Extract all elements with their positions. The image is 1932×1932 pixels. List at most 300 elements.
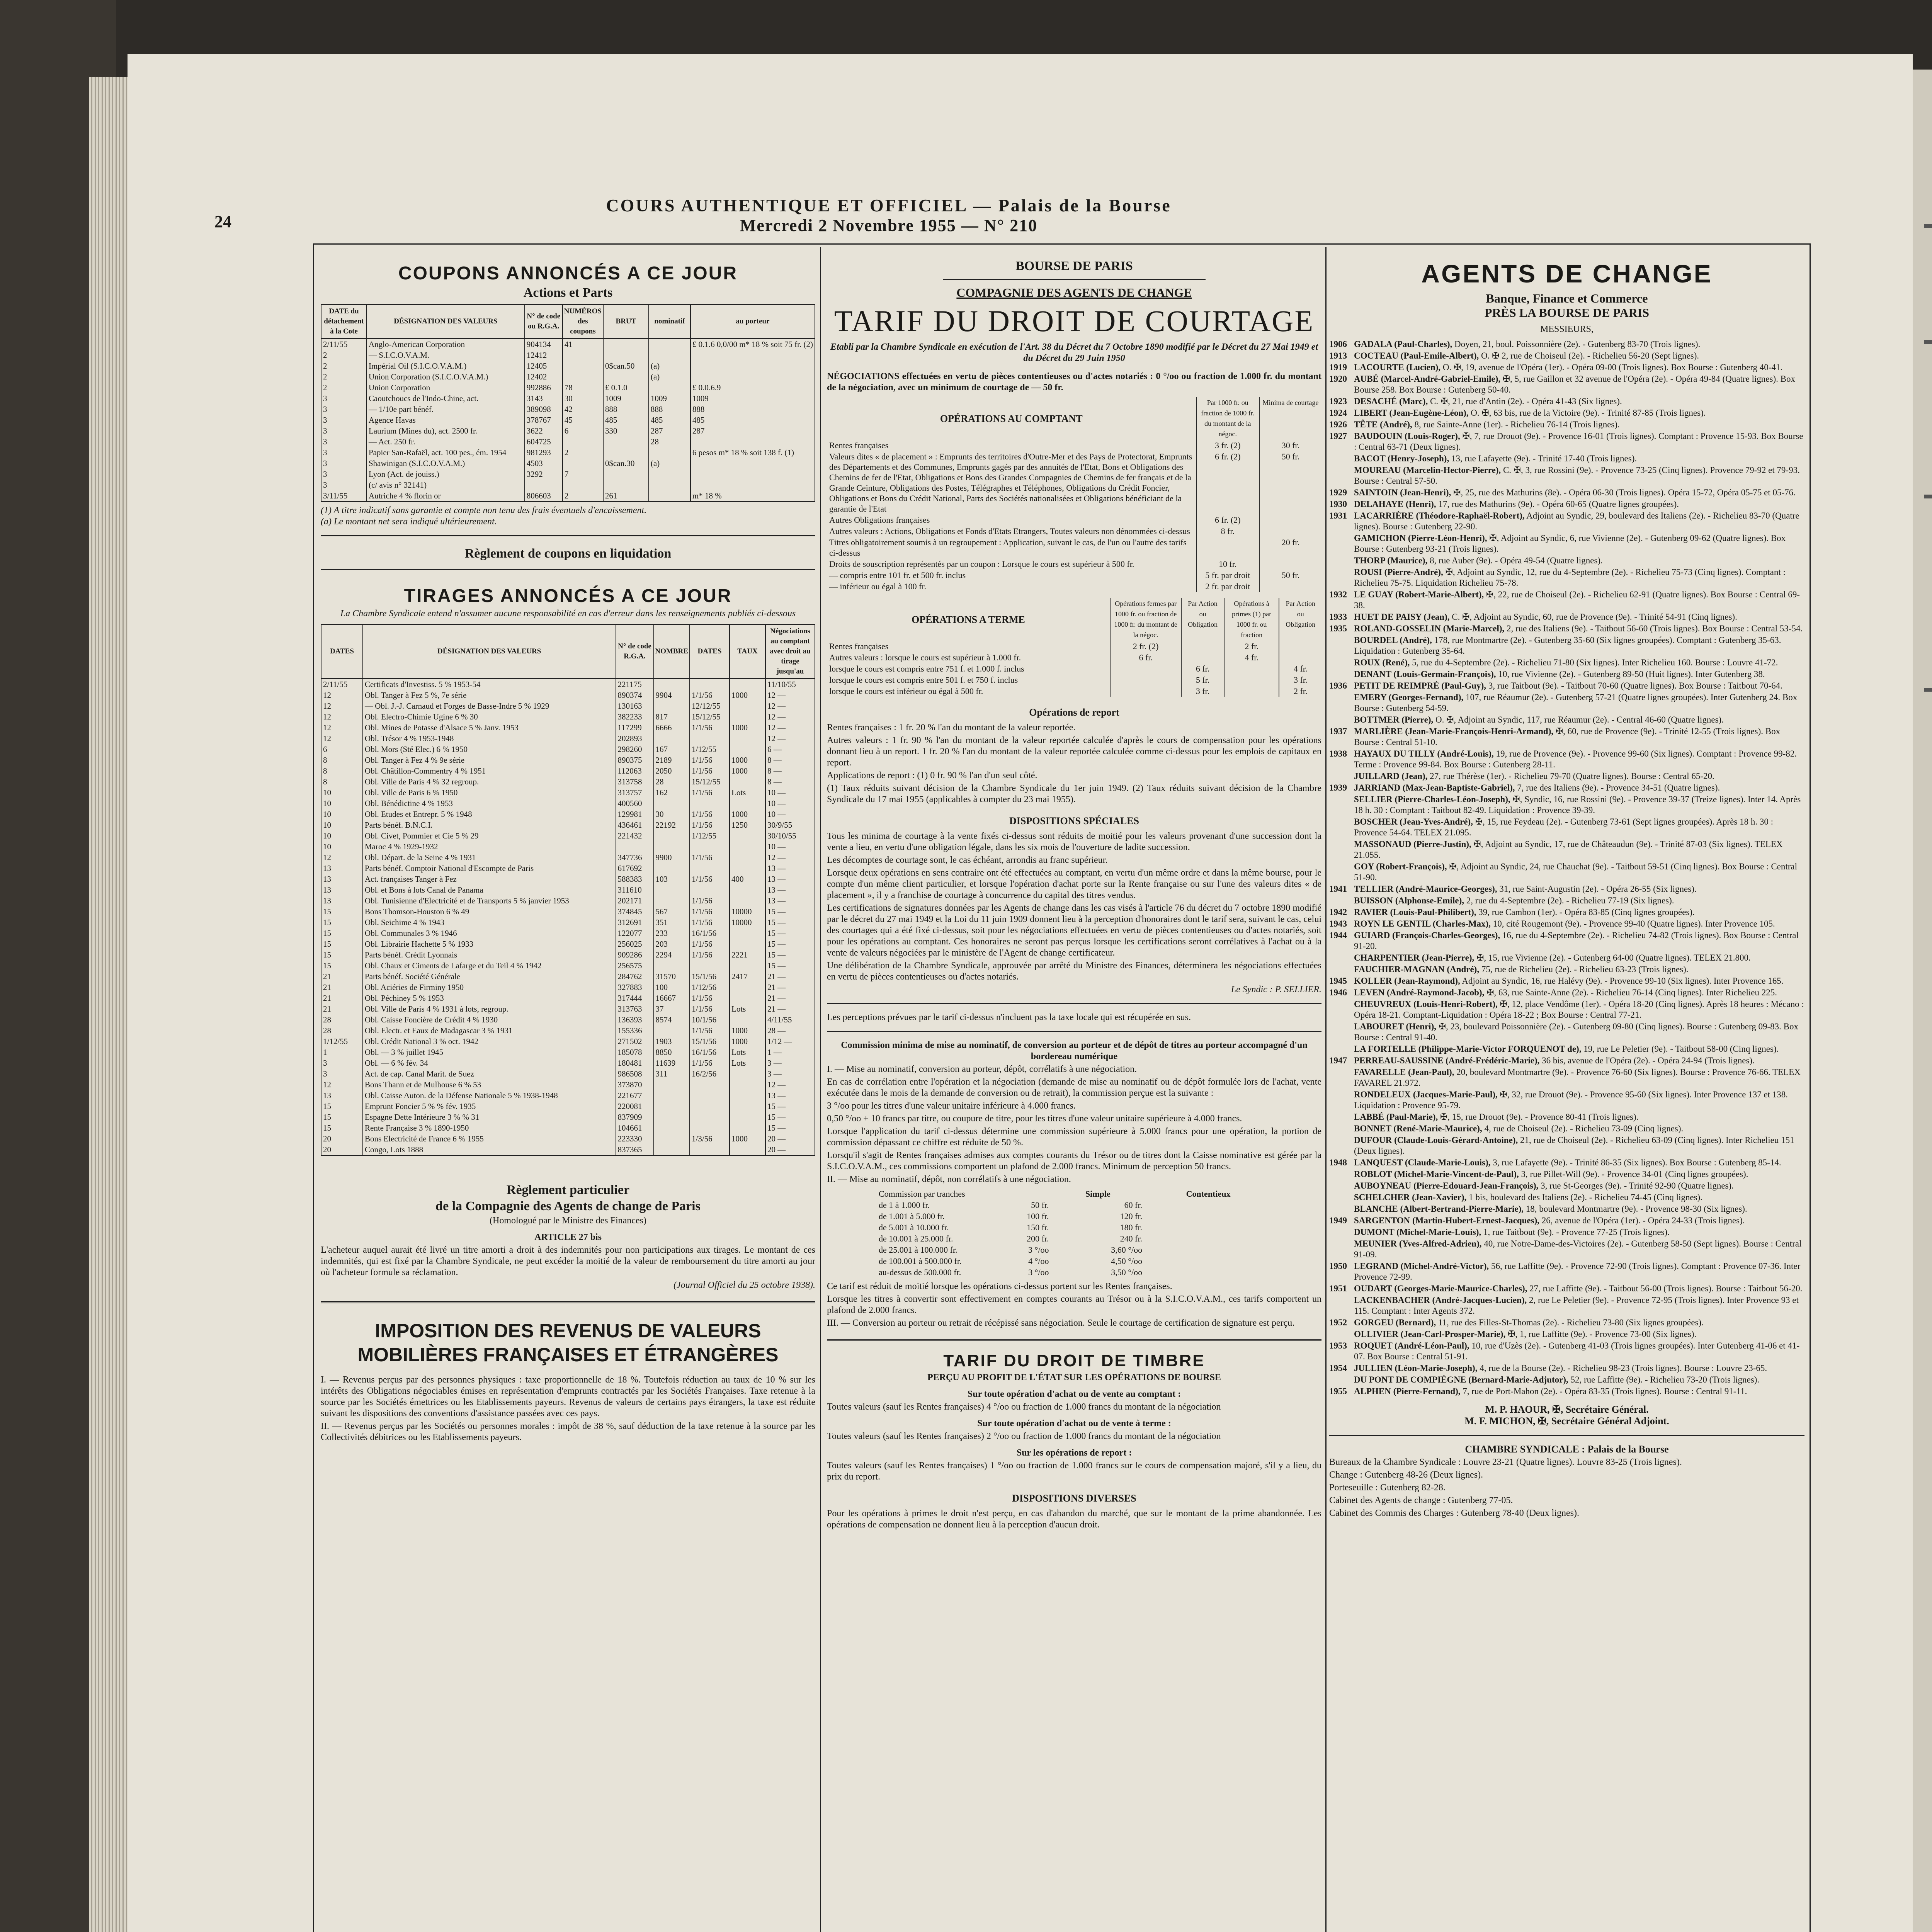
tirage-row-cell: 10/1/56 bbox=[690, 1014, 730, 1025]
coupon-row-cell: Lyon (Act. de jouiss.) bbox=[367, 469, 525, 480]
agent-details: 26, avenue de l'Opéra (1er). - Opéra 24-33 (Trois lignes). bbox=[1541, 1216, 1745, 1225]
agent-entry bbox=[1329, 964, 1804, 975]
tirage-row-cell: 567 bbox=[654, 906, 690, 917]
tirage-row-cell bbox=[654, 1144, 690, 1155]
coupon-row-cell: 0$can.50 bbox=[603, 361, 649, 371]
tirage-row-cell: 136393 bbox=[616, 1014, 654, 1025]
tranche-row bbox=[876, 1267, 1272, 1278]
agent-entry bbox=[1329, 567, 1804, 588]
agent-details: 2, rue Le Peletier (9e). - Provence 72-95 (Trois lignes). Inter Provence 93 et 115. Comptant : Inter Agents 372. bbox=[1354, 1295, 1799, 1316]
tirage-row bbox=[321, 960, 815, 971]
tirage-row-cell: Lots bbox=[730, 1047, 765, 1058]
coupon-row-cell: — S.I.C.O.V.A.M. bbox=[367, 350, 525, 361]
agent-name: GORGEU (Bernard), bbox=[1354, 1318, 1436, 1327]
agent-name: BAUDOUIN (Louis-Roger), bbox=[1354, 431, 1460, 441]
tirage-row-cell: 20 — bbox=[765, 1133, 815, 1144]
terme-cell bbox=[1110, 663, 1181, 674]
tirage-row-cell: 373870 bbox=[616, 1079, 654, 1090]
coupon-row-cell: 1009 bbox=[603, 393, 649, 404]
tirage-row-cell: 21 — bbox=[765, 982, 815, 993]
tirage-row-cell: 20 bbox=[321, 1133, 363, 1144]
agent-details: 1, rue Taitbout (9e). - Provence 77-25 (Trois lignes). bbox=[1483, 1227, 1670, 1237]
tarif-intro: Etabli par la Chambre Syndicale en exécution de l'Art. 38 du Décret du 7 Octobre 1890 modifié par le Décret du 27 Mai 1949 et du Décret du 29 Juin 1950 bbox=[830, 342, 1318, 363]
coupon-row-cell: 287 bbox=[690, 425, 815, 436]
tirage-row-cell: 13 — bbox=[765, 895, 815, 906]
agent-details: ✠, Adjoint au Syndic, 24, rue Chauchat (9e). - Taitbout 59-51 (Cinq lignes). Box Bourse : Central 51-90. bbox=[1354, 862, 1798, 882]
tirage-row-cell: Obl. Châtillon-Commentry 4 % 1951 bbox=[363, 765, 616, 776]
tranche-cell: 180 fr. bbox=[1120, 1223, 1143, 1232]
comptant-cell: Valeurs dites « de placement » : Emprunts des territoires d'Outre-Mer et des Pays de Protectorat, Emprunts des Départements et des Communes, Emprunts gagés par des annuités de l'Etat, Bons et Obligations des Chemins de fer de l'Etat, Obligations et Bons des Grandes Compagnies de Chemins de fer français et de la Grande Ceinture, Obligations des Postes, Télégraphes et Téléphones, Obligations du Crédit Foncier, Obligations et Bons du Crédit National, Parts des Sociétés nationalisées et Obligations bénéficiant de la garantie de l'Etat bbox=[829, 452, 1192, 514]
tirage-row-cell: 21 — bbox=[765, 1003, 815, 1014]
tirage-row bbox=[321, 1068, 815, 1079]
terme-cell: lorsque le cours est inférieur ou égal à 500 fr. bbox=[829, 686, 983, 696]
page-number: 24 bbox=[214, 212, 231, 231]
tirage-row-cell bbox=[730, 1122, 765, 1133]
tranche-cell: au-dessus de 500.000 fr. bbox=[879, 1267, 961, 1277]
tirage-row-cell bbox=[730, 1112, 765, 1122]
agent-details: 4, rue de la Bourse (2e). - Richelieu 98-23 (Trois lignes). Bourse : Louvre 23-65. bbox=[1480, 1363, 1767, 1373]
coupon-row-cell: 2 bbox=[563, 490, 603, 502]
agent-name: DENANT (Louis-Germain-François), bbox=[1354, 669, 1496, 679]
agent-details: ✠, Adjoint au Syndic, 6, rue Vivienne (2e). - Gutenberg 09-62 (Quatre lignes). Box Bourse : Gutenberg 93-21 (Trois lignes). bbox=[1354, 533, 1786, 554]
coupon-row-cell: 3292 bbox=[525, 469, 563, 480]
coupon-row-cell: (c/ avis n° 32141) bbox=[367, 480, 525, 490]
coupon-row-cell: 28 bbox=[649, 436, 690, 447]
tirage-row-cell: 11639 bbox=[654, 1058, 690, 1068]
agents-sub1: Banque, Finance et Commerce bbox=[1486, 291, 1648, 305]
agent-details: 2, rue des Italiens (9e). - Taitbout 56-60 (Trois lignes). Box Bourse : Central 53-54. bbox=[1507, 624, 1803, 633]
coupon-row bbox=[321, 458, 815, 469]
tirage-row-cell: 10 bbox=[321, 820, 363, 830]
coupon-row-cell: 485 bbox=[649, 415, 690, 425]
agent-year: 1930 bbox=[1329, 499, 1347, 509]
agent-entry bbox=[1329, 623, 1804, 634]
terme-cell: Rentes françaises bbox=[829, 641, 889, 651]
coupon-row-cell: Papier San-Rafaël, act. 100 pes., ém. 1954 bbox=[367, 447, 525, 458]
agent-name: AUBÉ (Marcel-André-Gabriel-Emile), bbox=[1354, 374, 1500, 384]
agent-name: ROUX (René), bbox=[1354, 658, 1410, 667]
agent-entry bbox=[1329, 782, 1804, 793]
coupon-row-cell bbox=[563, 458, 603, 469]
tirages-col-dates: DATES bbox=[321, 624, 363, 679]
tirages-col-remb-dates: DATES bbox=[690, 624, 730, 679]
imposition-text-1: I. — Revenus perçus par des personnes physiques : taxe proportionnelle de 18 %. Toutefois réduction au taux de 10 % sur les intérêts des Obligations négociables émises en représentation d'emprunts contractés par les Sociétés Françaises. Taxe retenue à la source par les Sociétés émettrices ou les Etablissements payeurs. Revenus de valeurs de certains pays étrangers, la taxe est réduite suivant les dispositions des conventions d'assistance passées avec ces pays. bbox=[321, 1375, 815, 1418]
tirage-row-cell: 400560 bbox=[616, 798, 654, 809]
reglement-particulier-title2: de la Compagnie des Agents de change de Paris bbox=[435, 1199, 701, 1213]
tirage-row-cell: 2/11/55 bbox=[321, 679, 363, 690]
tirage-row-cell: Parts bénéf. B.N.C.I. bbox=[363, 820, 616, 830]
tirage-row-cell: 11/10/55 bbox=[765, 679, 815, 690]
agent-details: ✠, 15, rue Vivienne (2e). - Gutenberg 64-00 (Quatre lignes). TELEX 21.800. bbox=[1476, 953, 1751, 963]
comptant-row bbox=[827, 581, 1321, 592]
tirage-row-cell: 256025 bbox=[616, 939, 654, 949]
tirage-row-cell: 1/1/56 bbox=[690, 895, 730, 906]
agent-entry bbox=[1329, 635, 1804, 656]
tirage-row bbox=[321, 895, 815, 906]
terme-cell: 4 fr. bbox=[1224, 652, 1279, 663]
secretaire-adjoint: M. F. MICHON, ✠, Secrétaire Général Adjoint. bbox=[1464, 1415, 1669, 1427]
agent-entry bbox=[1329, 657, 1804, 668]
tirage-row bbox=[321, 982, 815, 993]
tranche-cell: 3 °/oo bbox=[1028, 1267, 1049, 1277]
agent-year: 1948 bbox=[1329, 1158, 1347, 1167]
tirage-row-cell: 400 bbox=[730, 874, 765, 884]
agent-details: 19, rue Le Peletier (9e). - Taitbout 58-00 (Cinq lignes). bbox=[1583, 1044, 1779, 1054]
tirage-row-cell: 20 — bbox=[765, 1144, 815, 1155]
terme-cell: 4 fr. bbox=[1279, 663, 1321, 674]
commission-paragraph: Lorsque l'application du tarif ci-dessus détermine une commission supérieure à 5.000 francs pour une opération, la portion de commission dépassant ce chiffre est réduite de 50 %. bbox=[827, 1126, 1321, 1148]
coupon-row-cell: 2 bbox=[321, 382, 367, 393]
tirage-row-cell bbox=[654, 1101, 690, 1112]
tirage-row-cell: 15 bbox=[321, 1101, 363, 1112]
agent-entry bbox=[1329, 1227, 1804, 1238]
terme-cell: lorsque le cours est compris entre 501 f. et 750 f. inclus bbox=[829, 675, 1018, 685]
tirage-row bbox=[321, 939, 815, 949]
coupon-row-cell: 389098 bbox=[525, 404, 563, 415]
tirage-row bbox=[321, 884, 815, 895]
agent-name: MASSONAUD (Pierre-Justin), bbox=[1354, 839, 1471, 849]
tirage-row-cell: 311610 bbox=[616, 884, 654, 895]
agent-entry bbox=[1329, 1089, 1804, 1111]
tirage-row-cell bbox=[616, 841, 654, 852]
tirage-row-cell: 1000 bbox=[730, 1025, 765, 1036]
tirage-row bbox=[321, 1112, 815, 1122]
comptant-cell: Autres valeurs : Actions, Obligations et Fonds d'Etats Etrangers, Toutes valeurs non dénommées ci-dessus bbox=[829, 526, 1190, 536]
tirage-row-cell: Obl. Mors (Sté Elec.) 6 % 1950 bbox=[363, 744, 616, 755]
tirage-row bbox=[321, 1122, 815, 1133]
tirage-row-cell: Act. de cap. Canal Marit. de Suez bbox=[363, 1068, 616, 1079]
commission-paragraph: II. — Mise au nominatif, dépôt, non corrélatifs à une négociation. bbox=[827, 1174, 1071, 1184]
tirage-row-cell bbox=[690, 798, 730, 809]
tranches-head-simple: Simple bbox=[1085, 1189, 1111, 1199]
agent-name: ALPHEN (Pierre-Fernand), bbox=[1354, 1386, 1461, 1396]
coupon-row-cell bbox=[603, 469, 649, 480]
tirage-row-cell: 185078 bbox=[616, 1047, 654, 1058]
tirage-row-cell bbox=[690, 1144, 730, 1155]
tirage-row-cell: 2189 bbox=[654, 755, 690, 765]
agent-year: 1954 bbox=[1329, 1363, 1347, 1373]
agent-entry bbox=[1329, 1340, 1804, 1362]
coupons-col-brut: BRUT bbox=[603, 304, 649, 338]
agent-entry bbox=[1329, 1067, 1804, 1088]
coupon-row-cell: 12412 bbox=[525, 350, 563, 361]
tranche-cell: 3,50 °/oo bbox=[1111, 1267, 1143, 1277]
agent-name: ROLAND-GOSSELIN (Marie-Marcel), bbox=[1354, 624, 1505, 633]
tranche-cell: de 5.001 à 10.000 fr. bbox=[879, 1223, 949, 1232]
tirage-row-cell bbox=[654, 1079, 690, 1090]
tirage-row-cell: Parts bénéf. Crédit Lyonnais bbox=[363, 949, 616, 960]
agent-details: ✠, 23, boulevard Poissonnière (2e). - Gutenberg 09-80 (Cinq lignes). Bourse : Gutenberg 09-83. Box Bourse : Central 91-40. bbox=[1354, 1022, 1798, 1042]
tirage-row-cell: Rente Française 3 % 1890-1950 bbox=[363, 1122, 616, 1133]
tirage-row-cell: 8574 bbox=[654, 1014, 690, 1025]
agent-year: 1951 bbox=[1329, 1284, 1347, 1293]
agent-entry bbox=[1329, 680, 1804, 691]
tirages-col-nombre: NOMBRE bbox=[654, 624, 690, 679]
tirage-row-cell: Obl. et Bons à lots Canal de Panama bbox=[363, 884, 616, 895]
coupon-row-cell: (a) bbox=[649, 361, 690, 371]
comptant-cell: 8 fr. bbox=[1196, 526, 1259, 537]
tranche-cell: 60 fr. bbox=[1124, 1200, 1143, 1210]
agent-entry bbox=[1329, 861, 1804, 883]
coupon-row-cell: 3 bbox=[321, 458, 367, 469]
tirage-row-cell: 298260 bbox=[616, 744, 654, 755]
agent-name: AUBOYNEAU (Pierre-Edouard-Jean-François), bbox=[1354, 1181, 1539, 1190]
agent-entry bbox=[1329, 987, 1804, 998]
agent-entry bbox=[1329, 589, 1804, 611]
chambre-line: Change : Gutenberg 48-26 (Deux lignes). bbox=[1329, 1470, 1483, 1480]
coupon-row-cell: Impérial Oil (S.I.C.O.V.A.M.) bbox=[367, 361, 525, 371]
agent-entry bbox=[1329, 465, 1804, 486]
tirage-row-cell bbox=[690, 1112, 730, 1122]
agent-entry bbox=[1329, 1055, 1804, 1066]
tranche-cell: 240 fr. bbox=[1120, 1234, 1143, 1243]
comptant-cell: 5 fr. par droit bbox=[1196, 570, 1259, 581]
agent-year: 1949 bbox=[1329, 1216, 1347, 1225]
tirage-row-cell: 1/1/56 bbox=[690, 906, 730, 917]
agent-name: LABBÉ (Paul-Marie), bbox=[1354, 1112, 1438, 1122]
masthead bbox=[348, 195, 1430, 235]
commission-paragraph: 0,50 °/oo + 10 francs par titre, ou coupure de titre, pour les titres d'une valeur unitaire supérieure à 4.000 francs. bbox=[827, 1114, 1242, 1124]
commission-paragraph: 3 °/oo pour les titres d'une valeur unitaire inférieure à 4.000 francs. bbox=[827, 1101, 1076, 1111]
tirage-row-cell: 1000 bbox=[730, 1133, 765, 1144]
coupon-row bbox=[321, 404, 815, 415]
coupon-row-cell: m* 18 % bbox=[690, 490, 815, 502]
tirage-row-cell bbox=[690, 679, 730, 690]
agent-details: 2, rue du 4-Septembre (2e). - Richelieu 77-19 (Six lignes). bbox=[1466, 896, 1674, 905]
tirage-row-cell: Obl. Tanger à Fez 4 % 9e série bbox=[363, 755, 616, 765]
commission-after-paragraph: Ce tarif est réduit de moitié lorsque les opérations ci-dessus portent sur les Rentes françaises. bbox=[827, 1281, 1172, 1291]
tirage-row-cell: Lots bbox=[730, 1003, 765, 1014]
agent-details: 10, rue d'Uzès (2e). - Gutenberg 41-03 (Trois lignes groupées). Inter Gutenberg 41-06 et 41-07. Box Bourse : Central 51-91. bbox=[1354, 1341, 1800, 1361]
coupon-row-cell: 6 bbox=[563, 425, 603, 436]
agent-entry bbox=[1329, 350, 1804, 361]
agent-name: BOTTMER (Pierre), bbox=[1354, 715, 1434, 724]
agent-entry bbox=[1329, 714, 1804, 725]
tirage-row-cell: 1/12/55 bbox=[690, 830, 730, 841]
tirage-row-cell: 12 — bbox=[765, 711, 815, 722]
coupon-row-cell: (a) bbox=[649, 458, 690, 469]
diverses-text: Pour les opérations à primes le droit n'est perçu, en cas d'abandon du marché, que sur le montant de la prime abandonnée. Les opérations de compensation ne donnent lieu à la perception d'aucun droit. bbox=[827, 1509, 1321, 1530]
agent-entry bbox=[1329, 1386, 1804, 1397]
coupon-row-cell bbox=[563, 350, 603, 361]
comptant-cell: 6 fr. (2) bbox=[1196, 451, 1259, 514]
timbre-section-text: Toutes valeurs (sauf les Rentes françaises) 1 °/oo ou fraction de 1.000 francs sur le cours de compensation majoré, s'il y a lieu, du prix du report. bbox=[827, 1461, 1321, 1482]
tirage-row-cell: 15/1/56 bbox=[690, 971, 730, 982]
tarif-comptant-col2: Minima de courtage bbox=[1259, 397, 1321, 440]
timbre-subtitle: PERÇU AU PROFIT DE L'ÉTAT SUR LES OPÉRATIONS DE BOURSE bbox=[927, 1372, 1221, 1383]
agent-year: 1953 bbox=[1329, 1341, 1347, 1350]
agent-details: 18, boulevard Montmartre (9e). - Provence 98-30 (Six lignes). bbox=[1526, 1204, 1747, 1214]
agent-entry bbox=[1329, 930, 1804, 952]
reglement-text: L'acheteur auquel aurait été livré un titre amorti a droit à des indemnités pour non participations aux tirages. Le montant de ces indemnités, qui est fixé par la Chambre Syndicale, ne peut excéder la moitié de la valeur de remboursement du titre amorti au jour où l'acheteur formule sa réclamation. bbox=[321, 1245, 815, 1277]
tirage-row-cell: 203 bbox=[654, 939, 690, 949]
coupons-note-1: (1) A titre indicatif sans garantie et compte non tenu des frais éventuels d'encaissement. bbox=[321, 505, 647, 515]
chambre-title: CHAMBRE SYNDICALE : Palais de la Bourse bbox=[1465, 1444, 1669, 1455]
tirage-row-cell: 13 — bbox=[765, 1090, 815, 1101]
tirage-row-cell: Obl. — 6 % fév. 34 bbox=[363, 1058, 616, 1068]
tirage-row-cell bbox=[730, 895, 765, 906]
agent-name: BUISSON (Alphonse-Emile), bbox=[1354, 896, 1464, 905]
tirage-row-cell bbox=[690, 841, 730, 852]
agent-name: BOURDEL (André), bbox=[1354, 635, 1432, 645]
coupon-row-cell: 2 bbox=[321, 361, 367, 371]
tirage-row-cell bbox=[730, 798, 765, 809]
tirage-row-cell: 1000 bbox=[730, 809, 765, 820]
coupon-row-cell bbox=[603, 436, 649, 447]
agent-name: DUFOUR (Claude-Louis-Gérard-Antoine), bbox=[1354, 1135, 1518, 1145]
coupon-row-cell: 30 bbox=[563, 393, 603, 404]
coupon-row-cell: 992886 bbox=[525, 382, 563, 393]
tirage-row-cell: Obl. Ville de Paris 4 % 32 regroup. bbox=[363, 776, 616, 787]
terme-cell bbox=[1181, 652, 1224, 663]
agent-details: ✠, Syndic, 16, rue Rossini (9e). - Provence 39-37 (Treize lignes). Inter 14. Après 18 h. 30 : Comptant : Taitbout 82-49. Liquidation : Provence 39-39. bbox=[1354, 794, 1801, 815]
agent-entry bbox=[1329, 1238, 1804, 1260]
tirage-row bbox=[321, 1014, 815, 1025]
agents-title: AGENTS DE CHANGE bbox=[1421, 259, 1713, 288]
coupon-row bbox=[321, 469, 815, 480]
tirage-row-cell: 15 — bbox=[765, 906, 815, 917]
coupons-subtitle: Actions et Parts bbox=[523, 286, 613, 300]
agent-year: 1955 bbox=[1329, 1386, 1347, 1396]
agent-year: 1920 bbox=[1329, 374, 1347, 384]
tirage-row-cell bbox=[730, 1090, 765, 1101]
timbre-section-text: Toutes valeurs (sauf les Rentes françaises) 2 °/oo ou fraction de 1.000 francs du montant de la négociation bbox=[827, 1431, 1221, 1441]
chambre-line: Bureaux de la Chambre Syndicale : Louvre 23-21 (Quatre lignes). Louvre 83-25 (Trois lignes). bbox=[1329, 1457, 1682, 1467]
comptant-row bbox=[827, 514, 1321, 526]
agent-name: MOUREAU (Marcelin-Hector-Pierre), bbox=[1354, 465, 1501, 475]
agent-name: LE GUAY (Robert-Marie-Albert), bbox=[1354, 590, 1484, 599]
tirage-row-cell: 15 bbox=[321, 906, 363, 917]
agent-details: ✠, 63, rue Sainte-Anne (2e). - Richelieu 76-14 (Cinq lignes). Inter Richelieu 225. bbox=[1486, 988, 1777, 997]
tirage-row bbox=[321, 1079, 815, 1090]
agent-entry bbox=[1329, 1135, 1804, 1156]
coupon-row-cell bbox=[649, 350, 690, 361]
commission-paragraph: En cas de corrélation entre l'opération et la négociation (demande de mise au nominatif ou de dépôt formulée lors de l'achat, vente exécutée dans le mois de la demande de conversion ou de retrait), la commission perçue est la suivante : bbox=[827, 1077, 1321, 1098]
tirage-row-cell: 15 — bbox=[765, 1101, 815, 1112]
tirage-row bbox=[321, 809, 815, 820]
agent-entry bbox=[1329, 884, 1804, 895]
tarif-comptant-table bbox=[827, 397, 1321, 592]
tirages-col-code: N° de code R.G.A. bbox=[616, 624, 654, 679]
tirage-row-cell: 10 bbox=[321, 798, 363, 809]
tirage-row-cell: 28 bbox=[321, 1014, 363, 1025]
agent-entry bbox=[1329, 510, 1804, 532]
tirage-row bbox=[321, 765, 815, 776]
agent-entry bbox=[1329, 1112, 1804, 1122]
comptant-cell bbox=[1259, 581, 1321, 592]
timbre-section-heading: Sur les opérations de report : bbox=[1016, 1448, 1132, 1458]
report-title: Opérations de report bbox=[1029, 707, 1119, 718]
tirage-row-cell: Bons Thomson-Houston 6 % 49 bbox=[363, 906, 616, 917]
agent-year: 1950 bbox=[1329, 1261, 1347, 1271]
agent-year: 1941 bbox=[1329, 884, 1347, 894]
tirage-row-cell: 1000 bbox=[730, 690, 765, 701]
agent-details: ✠, 7, rue Drouot (9e). - Provence 16-01 (Trois lignes). Comptant : Provence 15-93. Box Bourse : Central 63-71 (Deux lignes). bbox=[1354, 431, 1803, 452]
agent-details: ✠, 25, rue des Mathurins (8e). - Opéra 06-30 (Trois lignes). Opéra 15-72, Opéra 05-75 et 05-76. bbox=[1453, 488, 1796, 497]
tirage-row-cell: 10 — bbox=[765, 787, 815, 798]
tirage-row-cell: 15 bbox=[321, 1112, 363, 1122]
tirage-row-cell: 347736 bbox=[616, 852, 654, 863]
tarif-compagnie: COMPAGNIE DES AGENTS DE CHANGE bbox=[956, 286, 1192, 299]
terme-cell bbox=[1110, 674, 1181, 685]
comptant-cell bbox=[1259, 514, 1321, 526]
agent-name: DU PONT DE COMPIÈGNE (Bernard-Marie-Adjutor), bbox=[1354, 1375, 1568, 1384]
tirage-row-cell: 256575 bbox=[616, 960, 654, 971]
agent-entry bbox=[1329, 1317, 1804, 1328]
coupons-col-date: DATE du détachement à la Cote bbox=[321, 304, 367, 338]
tirage-row-cell bbox=[654, 1025, 690, 1036]
agent-name: LACKENBACHER (André-Jacques-Lucien), bbox=[1354, 1295, 1527, 1305]
tirage-row-cell: 15 — bbox=[765, 949, 815, 960]
terme-cell: lorsque le cours est compris entre 751 f. et 1.000 f. inclus bbox=[829, 664, 1024, 673]
coupon-row-cell: 485 bbox=[603, 415, 649, 425]
agent-details: 21, rue de Choiseul (2e). - Richelieu 63-09 (Cinq lignes). Inter Richelieu 151 (Deux lignes). bbox=[1354, 1135, 1794, 1156]
tirage-row-cell: 1/1/56 bbox=[690, 1058, 730, 1068]
coupon-row-cell bbox=[649, 382, 690, 393]
agent-details: 10, rue Vivienne (2e). - Gutenberg 89-50 (Huit lignes). Inter Gutenberg 38. bbox=[1498, 669, 1765, 679]
tirage-row bbox=[321, 906, 815, 917]
agent-entry bbox=[1329, 408, 1804, 418]
tirage-row-cell: Obl. Tunisienne d'Electricité et de Transports 5 % janvier 1953 bbox=[363, 895, 616, 906]
tirage-row-cell: 1/3/56 bbox=[690, 1133, 730, 1144]
tirage-row-cell: 3 bbox=[321, 1058, 363, 1068]
agent-name: ROYN LE GENTIL (Charles-Max), bbox=[1354, 919, 1491, 929]
coupon-row bbox=[321, 371, 815, 382]
coupon-row-cell: 904134 bbox=[525, 338, 563, 350]
tirage-row bbox=[321, 928, 815, 939]
tirage-row bbox=[321, 820, 815, 830]
tirage-row-cell: 1/1/56 bbox=[690, 949, 730, 960]
agent-details: ✠, 12, place Vendôme (1er). - Opéra 18-20 (Cinq lignes). Après 18 heures : Mécano : Opéra 18-21. Comptant-Liquidation : Opéra 18-22 ; Box Bourse : Central 77-21. bbox=[1354, 999, 1804, 1020]
tirage-row-cell bbox=[654, 884, 690, 895]
tirage-row bbox=[321, 776, 815, 787]
coupon-row bbox=[321, 447, 815, 458]
coupon-row-cell: 981293 bbox=[525, 447, 563, 458]
agent-name: COCTEAU (Paul-Emile-Albert), bbox=[1354, 351, 1479, 361]
tirage-row-cell: 890375 bbox=[616, 755, 654, 765]
agent-name: RAVIER (Louis-Paul-Philibert), bbox=[1354, 907, 1476, 917]
coupon-row-cell: (a) bbox=[649, 371, 690, 382]
tirage-row-cell: 10 bbox=[321, 809, 363, 820]
coupon-row-cell bbox=[603, 371, 649, 382]
terme-cell: 3 fr. bbox=[1181, 685, 1224, 697]
tirage-row bbox=[321, 993, 815, 1003]
tirage-row-cell: 1 — bbox=[765, 1047, 815, 1058]
coupon-row-cell bbox=[690, 469, 815, 480]
tirage-row-cell: 3 — bbox=[765, 1058, 815, 1068]
coupons-col-porteur: au porteur bbox=[690, 304, 815, 338]
agent-name: FAVARELLE (Jean-Paul), bbox=[1354, 1067, 1454, 1077]
coupon-row-cell: — 1/10e part bénéf. bbox=[367, 404, 525, 415]
tirage-row-cell: 28 — bbox=[765, 1025, 815, 1036]
comptant-cell: 50 fr. bbox=[1259, 451, 1321, 514]
agent-name: LANQUEST (Claude-Marie-Louis), bbox=[1354, 1158, 1491, 1167]
coupon-row-cell: 4503 bbox=[525, 458, 563, 469]
tirage-row-cell: 1/1/56 bbox=[690, 852, 730, 863]
agent-entry bbox=[1329, 1204, 1804, 1214]
coupon-row-cell: Laurium (Mines du), act. 2500 fr. bbox=[367, 425, 525, 436]
tirage-row-cell bbox=[730, 744, 765, 755]
tirage-row-cell: 28 bbox=[321, 1025, 363, 1036]
comptant-row bbox=[827, 440, 1321, 451]
tirage-row-cell: 16/2/56 bbox=[690, 1068, 730, 1079]
coupon-row-cell: Caoutchoucs de l'Indo-Chine, act. bbox=[367, 393, 525, 404]
agent-name: LACARRIÈRE (Théodore-Raphaël-Robert), bbox=[1354, 511, 1525, 520]
tirage-row-cell: 12 — bbox=[765, 722, 815, 733]
comptant-cell bbox=[1196, 537, 1259, 558]
agent-name: ROQUET (André-Léon-Paul), bbox=[1354, 1341, 1469, 1350]
tirage-row-cell: 890374 bbox=[616, 690, 654, 701]
